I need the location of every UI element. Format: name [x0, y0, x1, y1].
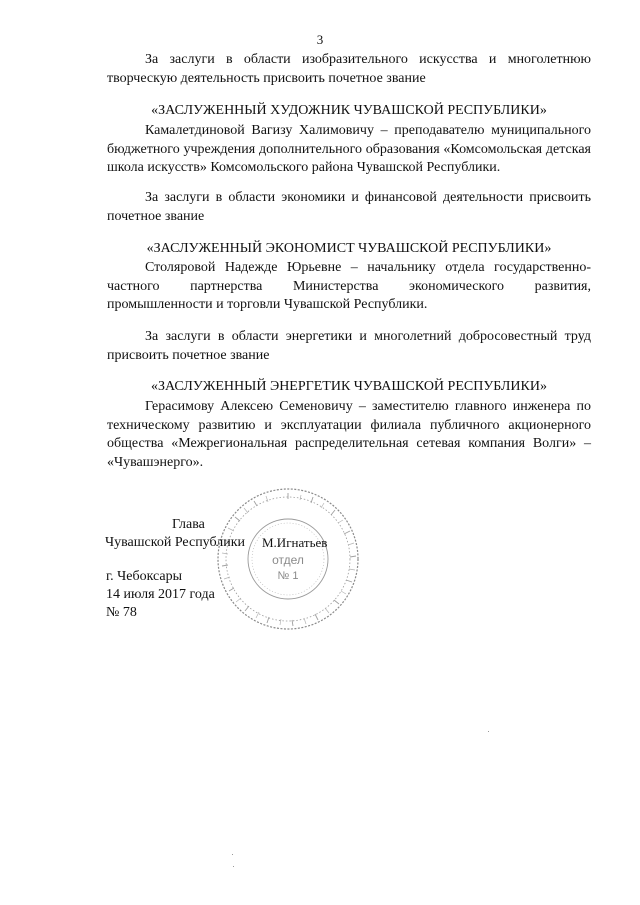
award-section-artist-title	[107, 102, 591, 121]
signatory-name: М.Игнатьев	[262, 535, 328, 550]
award-section-artist	[107, 51, 591, 88]
award-section-artist-recipient	[107, 122, 591, 178]
award-section-energetic	[107, 328, 591, 365]
award-intro: За заслуги в области экономики и финансовой деятельности присвоить почетное звание	[107, 190, 591, 224]
signatory-position-line2: Чувашской Республики	[105, 535, 246, 550]
award-section-energetic-title	[107, 378, 591, 397]
award-intro: За заслуги в области энергетики и многолетний добросовестный труд присвоить почетное звание	[107, 329, 591, 363]
award-recipient: Герасимову Алексею Семеновичу – заместителю главного инженера по техническому развитию и эксплуатации филиала публичного акционерного общества «Межрегиональная распределительная сетевая компания Волги» – «Чувашэнерго».	[107, 399, 591, 470]
stamp-department: отдел	[272, 553, 304, 567]
stamp-number: № 1	[277, 570, 299, 582]
award-title: «ЗАСЛУЖЕННЫЙ ХУДОЖНИК ЧУВАШСКОЙ РЕСПУБЛИКИ»	[151, 103, 547, 118]
award-section-energetic-recipient	[107, 398, 591, 472]
page-number: 3	[316, 32, 324, 47]
award-recipient: Камалетдиновой Вагизу Халимовичу – преподавателю муниципального бюджетного учреждения дополнительного образования «Комсомольская детская школа искусств» Комсомольского района Чувашской Республики.	[107, 123, 591, 175]
award-intro: За заслуги в области изобразительного искусства и многолетнюю творческую деятельность присвоить почетное звание	[107, 52, 591, 86]
document-number: № 78	[106, 605, 137, 620]
scan-speck	[232, 854, 233, 855]
award-section-economist-title	[107, 240, 591, 259]
official-stamp	[213, 484, 363, 634]
signatory-position-line1: Глава	[172, 517, 205, 532]
scan-speck	[488, 731, 489, 732]
award-title: «ЗАСЛУЖЕННЫЙ ЭКОНОМИСТ ЧУВАШСКОЙ РЕСПУБЛИКИ»	[146, 241, 552, 256]
award-section-economist-recipient	[107, 259, 591, 315]
award-title: «ЗАСЛУЖЕННЫЙ ЭНЕРГЕТИК ЧУВАШСКОЙ РЕСПУБЛИКИ»	[151, 379, 547, 394]
award-section-economist	[107, 189, 591, 226]
award-recipient: Столяровой Надежде Юрьевне – начальнику отдела государственно-частного партнерства Министерства экономического развития, промышленности и торговли Чувашской Республики.	[107, 260, 591, 312]
document-place: г. Чебоксары	[106, 569, 183, 584]
document-date: 14 июля 2017 года	[106, 587, 215, 602]
scan-speck	[233, 866, 234, 867]
